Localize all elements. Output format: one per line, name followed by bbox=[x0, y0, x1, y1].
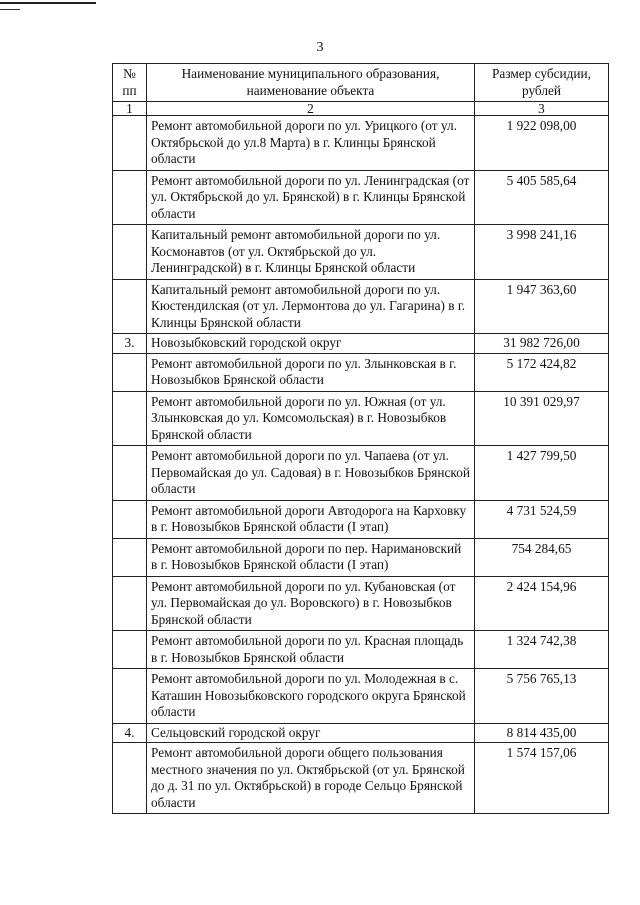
row-amount: 754 284,65 bbox=[475, 538, 609, 576]
table-header-row bbox=[113, 64, 609, 102]
row-name: Ремонт автомобильной дороги по ул. Молодежная в с. Каташин Новозыбковского городского округа Брянской области bbox=[147, 669, 475, 724]
row-number bbox=[113, 743, 147, 814]
table-row bbox=[113, 446, 609, 501]
row-amount: 5 756 765,13 bbox=[475, 669, 609, 724]
column-index: 3 bbox=[475, 102, 609, 116]
row-number bbox=[113, 279, 147, 334]
row-amount: 1 574 157,06 bbox=[475, 743, 609, 814]
table-row bbox=[113, 353, 609, 391]
table-row bbox=[113, 538, 609, 576]
row-number: 3. bbox=[113, 334, 147, 354]
row-amount: 5 172 424,82 bbox=[475, 353, 609, 391]
column-index: 1 bbox=[113, 102, 147, 116]
header-amount: Размер субсидии, рублей bbox=[475, 64, 609, 102]
row-name: Ремонт автомобильной дороги Автодорога на Карховку в г. Новозыбков Брянской области (I этап) bbox=[147, 500, 475, 538]
row-name: Ремонт автомобильной дороги по ул. Урицкого (от ул. Октябрьской до ул.8 Марта) в г. Клинцы Брянской области bbox=[147, 116, 475, 171]
table-row bbox=[113, 225, 609, 280]
row-amount: 8 814 435,00 bbox=[475, 723, 609, 743]
subsidy-table bbox=[112, 63, 609, 814]
row-name: Ремонт автомобильной дороги общего пользования местного значения по ул. Октябрьской (от ул. Брянской до д. 31 по ул. Октябрьской) в городе Сельцо Брянской области bbox=[147, 743, 475, 814]
row-number bbox=[113, 353, 147, 391]
table-row bbox=[113, 576, 609, 631]
table-row bbox=[113, 391, 609, 446]
row-name: Сельцовский городской округ bbox=[147, 723, 475, 743]
row-number bbox=[113, 170, 147, 225]
row-number: 4. bbox=[113, 723, 147, 743]
row-name: Ремонт автомобильной дороги по ул. Ленинградская (от ул. Октябрьской до ул. Брянской) в г. Клинцы Брянской области bbox=[147, 170, 475, 225]
row-amount: 10 391 029,97 bbox=[475, 391, 609, 446]
table-row bbox=[113, 170, 609, 225]
table-row bbox=[113, 116, 609, 171]
row-amount: 31 982 726,00 bbox=[475, 334, 609, 354]
table-row bbox=[113, 631, 609, 669]
row-amount: 5 405 585,64 bbox=[475, 170, 609, 225]
row-amount: 1 922 098,00 bbox=[475, 116, 609, 171]
row-name: Ремонт автомобильной дороги по ул. Чапаева (от ул. Первомайская до ул. Садовая) в г. Новозыбков Брянской области bbox=[147, 446, 475, 501]
row-name: Ремонт автомобильной дороги по ул. Красная площадь в г. Новозыбков Брянской области bbox=[147, 631, 475, 669]
row-name: Новозыбковский городской округ bbox=[147, 334, 475, 354]
row-number bbox=[113, 500, 147, 538]
row-number bbox=[113, 576, 147, 631]
table-row bbox=[113, 743, 609, 814]
scan-artifact-line bbox=[0, 2, 96, 4]
row-name: Капитальный ремонт автомобильной дороги по ул. Космонавтов (от ул. Октябрьской до ул. Ленинградской) в г. Клинцы Брянской области bbox=[147, 225, 475, 280]
row-number bbox=[113, 446, 147, 501]
row-number bbox=[113, 538, 147, 576]
row-amount: 4 731 524,59 bbox=[475, 500, 609, 538]
row-amount: 1 324 742,38 bbox=[475, 631, 609, 669]
header-name: Наименование муниципального образования, наименование объекта bbox=[147, 64, 475, 102]
row-amount: 3 998 241,16 bbox=[475, 225, 609, 280]
scan-artifact-line bbox=[0, 9, 20, 10]
row-name: Капитальный ремонт автомобильной дороги по ул. Кюстендилская (от ул. Лермонтова до ул. Гагарина) в г. Клинцы Брянской области bbox=[147, 279, 475, 334]
header-num: № пп bbox=[113, 64, 147, 102]
row-number bbox=[113, 116, 147, 171]
row-name: Ремонт автомобильной дороги по ул. Злынковская в г. Новозыбков Брянской области bbox=[147, 353, 475, 391]
row-number bbox=[113, 225, 147, 280]
row-name: Ремонт автомобильной дороги по ул. Южная (от ул. Злынковская до ул. Комсомольская) в г. Новозыбков Брянской области bbox=[147, 391, 475, 446]
row-number bbox=[113, 391, 147, 446]
row-name: Ремонт автомобильной дороги по пер. Наримановский в г. Новозыбков Брянской области (I этап) bbox=[147, 538, 475, 576]
table-row bbox=[113, 500, 609, 538]
column-index-row bbox=[113, 102, 609, 116]
table-row bbox=[113, 279, 609, 334]
municipality-row bbox=[113, 723, 609, 743]
row-number bbox=[113, 631, 147, 669]
row-name: Ремонт автомобильной дороги по ул. Кубановская (от ул. Первомайская до ул. Воровского) в г. Новозыбков Брянской области bbox=[147, 576, 475, 631]
row-number bbox=[113, 669, 147, 724]
row-amount: 1 427 799,50 bbox=[475, 446, 609, 501]
municipality-row bbox=[113, 334, 609, 354]
table-row bbox=[113, 669, 609, 724]
row-amount: 1 947 363,60 bbox=[475, 279, 609, 334]
row-amount: 2 424 154,96 bbox=[475, 576, 609, 631]
column-index: 2 bbox=[147, 102, 475, 116]
page-number: 3 bbox=[316, 40, 324, 55]
